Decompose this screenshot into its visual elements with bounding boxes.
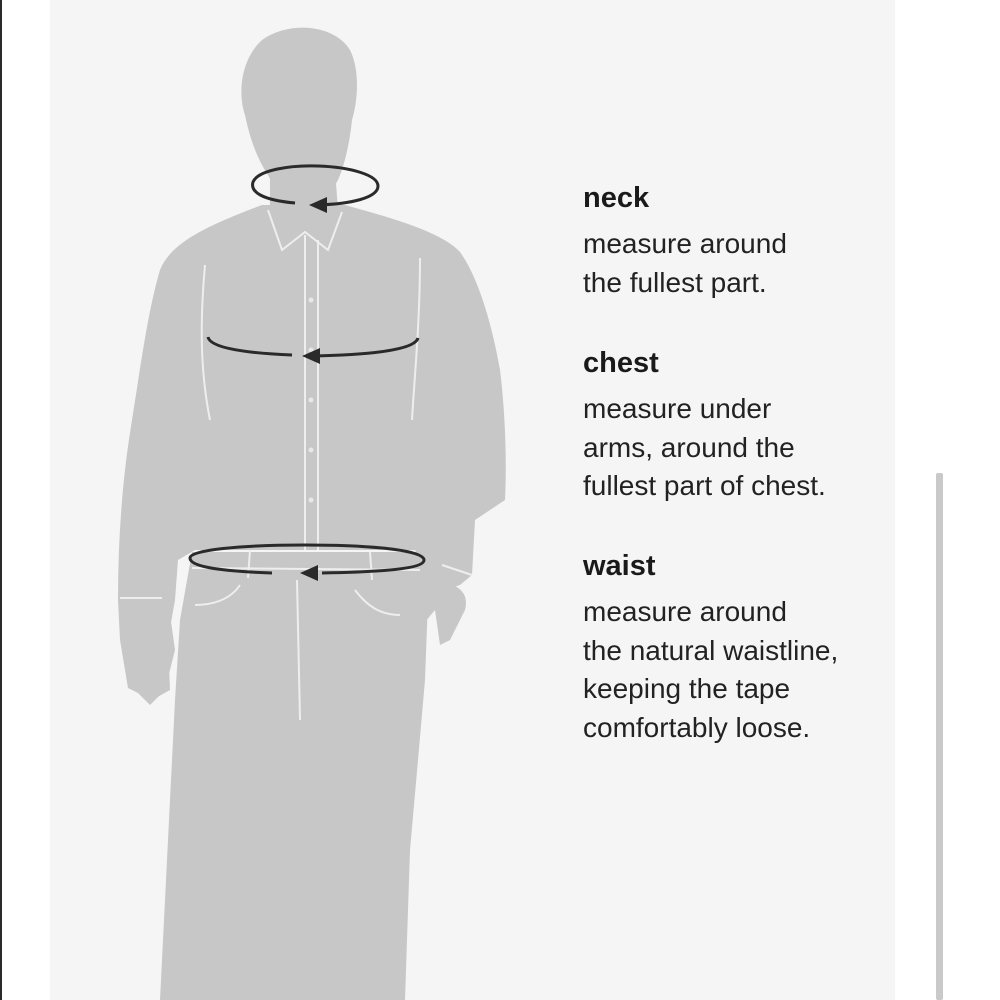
neck-entry bbox=[583, 181, 787, 302]
silhouette bbox=[118, 28, 506, 1000]
waist-description-line: keeping the tape bbox=[583, 673, 791, 704]
neck-description-line: the fullest part. bbox=[583, 266, 767, 298]
waist-description-line: the natural waistline, bbox=[583, 634, 839, 666]
waist-description-line: measure around bbox=[583, 596, 787, 627]
chest-description-line: measure under bbox=[583, 393, 772, 424]
waist-description-line: comfortably loose. bbox=[583, 711, 811, 743]
neck-description-line: measure around bbox=[583, 228, 787, 259]
chest-description-line: arms, around the bbox=[583, 431, 795, 463]
chest-title: chest bbox=[583, 347, 659, 379]
neck-title: neck bbox=[583, 182, 650, 214]
waist-title: waist bbox=[583, 550, 656, 582]
scrollbar[interactable] bbox=[936, 473, 943, 1000]
waist-description bbox=[583, 593, 838, 747]
waist-entry bbox=[583, 549, 838, 747]
chest-entry bbox=[583, 346, 826, 506]
neck-description bbox=[583, 225, 787, 302]
chest-description bbox=[583, 390, 826, 506]
chest-description-line: fullest part of chest. bbox=[583, 470, 826, 501]
